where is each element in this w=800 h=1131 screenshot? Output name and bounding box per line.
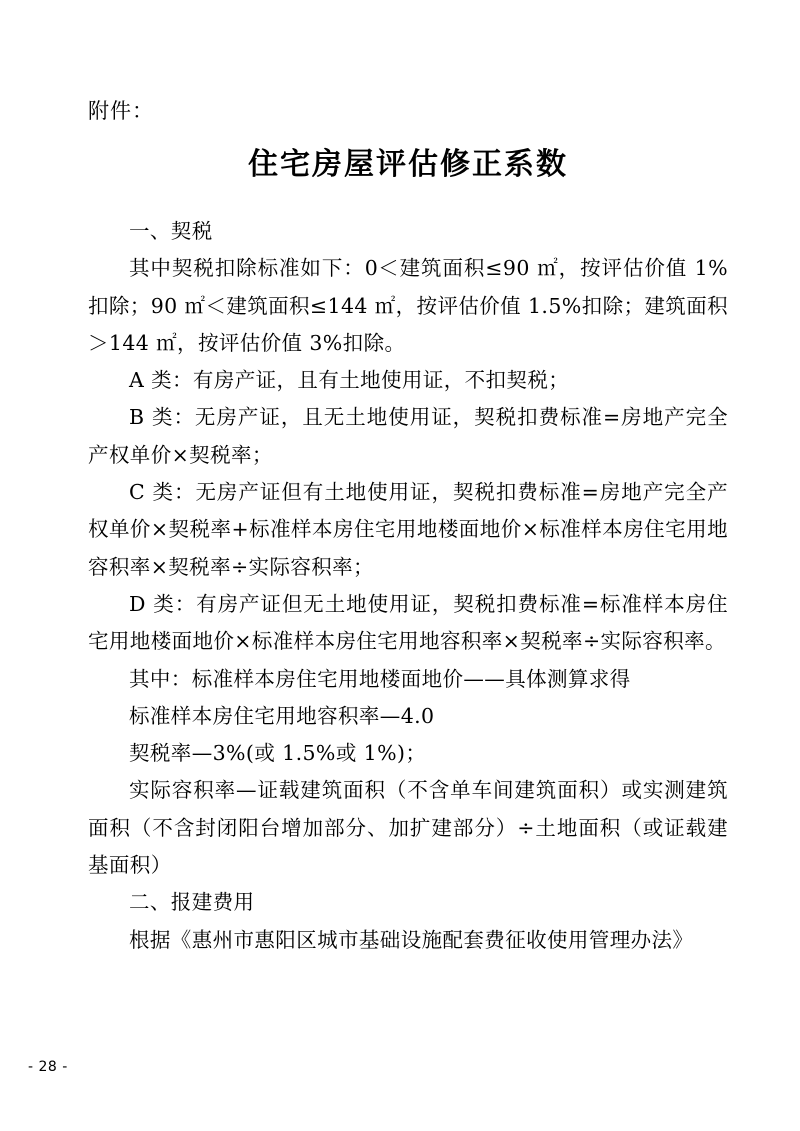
paragraph: 契税率—3%(或 1.5%或 1%)；: [129, 741, 427, 766]
paragraph: 一、契税: [129, 219, 213, 243]
paragraph: 其中：标准样本房住宅用地楼面地价——具体测算求得: [129, 666, 631, 691]
attachment-label: 附件：: [88, 99, 154, 123]
paragraph: 其中契税扣除标准如下：0＜建筑面积≤90 ㎡，按评估价值 1%扣除；90 ㎡＜建筑面积≤144 ㎡，按评估价值 1.5%扣除；建筑面积＞144 ㎡，按评估价值 3%扣除。: [88, 256, 728, 355]
page-title: 住宅房屋评估修正系数: [248, 147, 568, 182]
paragraph: A 类：有房产证，且有土地使用证，不扣契税；: [129, 368, 570, 393]
paragraph: 标准样本房住宅用地容积率—4.0: [129, 703, 435, 728]
paragraph: 二、报建费用: [129, 890, 255, 915]
page-number: - 28 -: [28, 1059, 68, 1075]
paragraph: B 类：无房产证，且无土地使用证，契税扣费标准=房地产完全产权单价×契税率；: [88, 405, 728, 467]
paragraph: 根据《惠州市惠阳区城市基础设施配套费征收使用管理办法》: [129, 927, 694, 952]
paragraph: 实际容积率—证载建筑面积（不含单车间建筑面积）或实测建筑面积（不含封闭阳台增加部分、加扩建部分）÷土地面积（或证载建基面积）: [88, 778, 728, 878]
paragraph: D 类：有房产证但无土地使用证，契税扣费标准=标准样本房住宅用地楼面地价×标准样本房住宅用地容积率×契税率÷实际容积率。: [88, 591, 728, 654]
paragraph: C 类：无房产证但有土地使用证，契税扣费标准=房地产完全产权单价×契税率+标准样本房住宅用地楼面地价×标准样本房住宅用地容积率×契税率÷实际容积率；: [88, 480, 728, 579]
document-body: [88, 213, 728, 959]
